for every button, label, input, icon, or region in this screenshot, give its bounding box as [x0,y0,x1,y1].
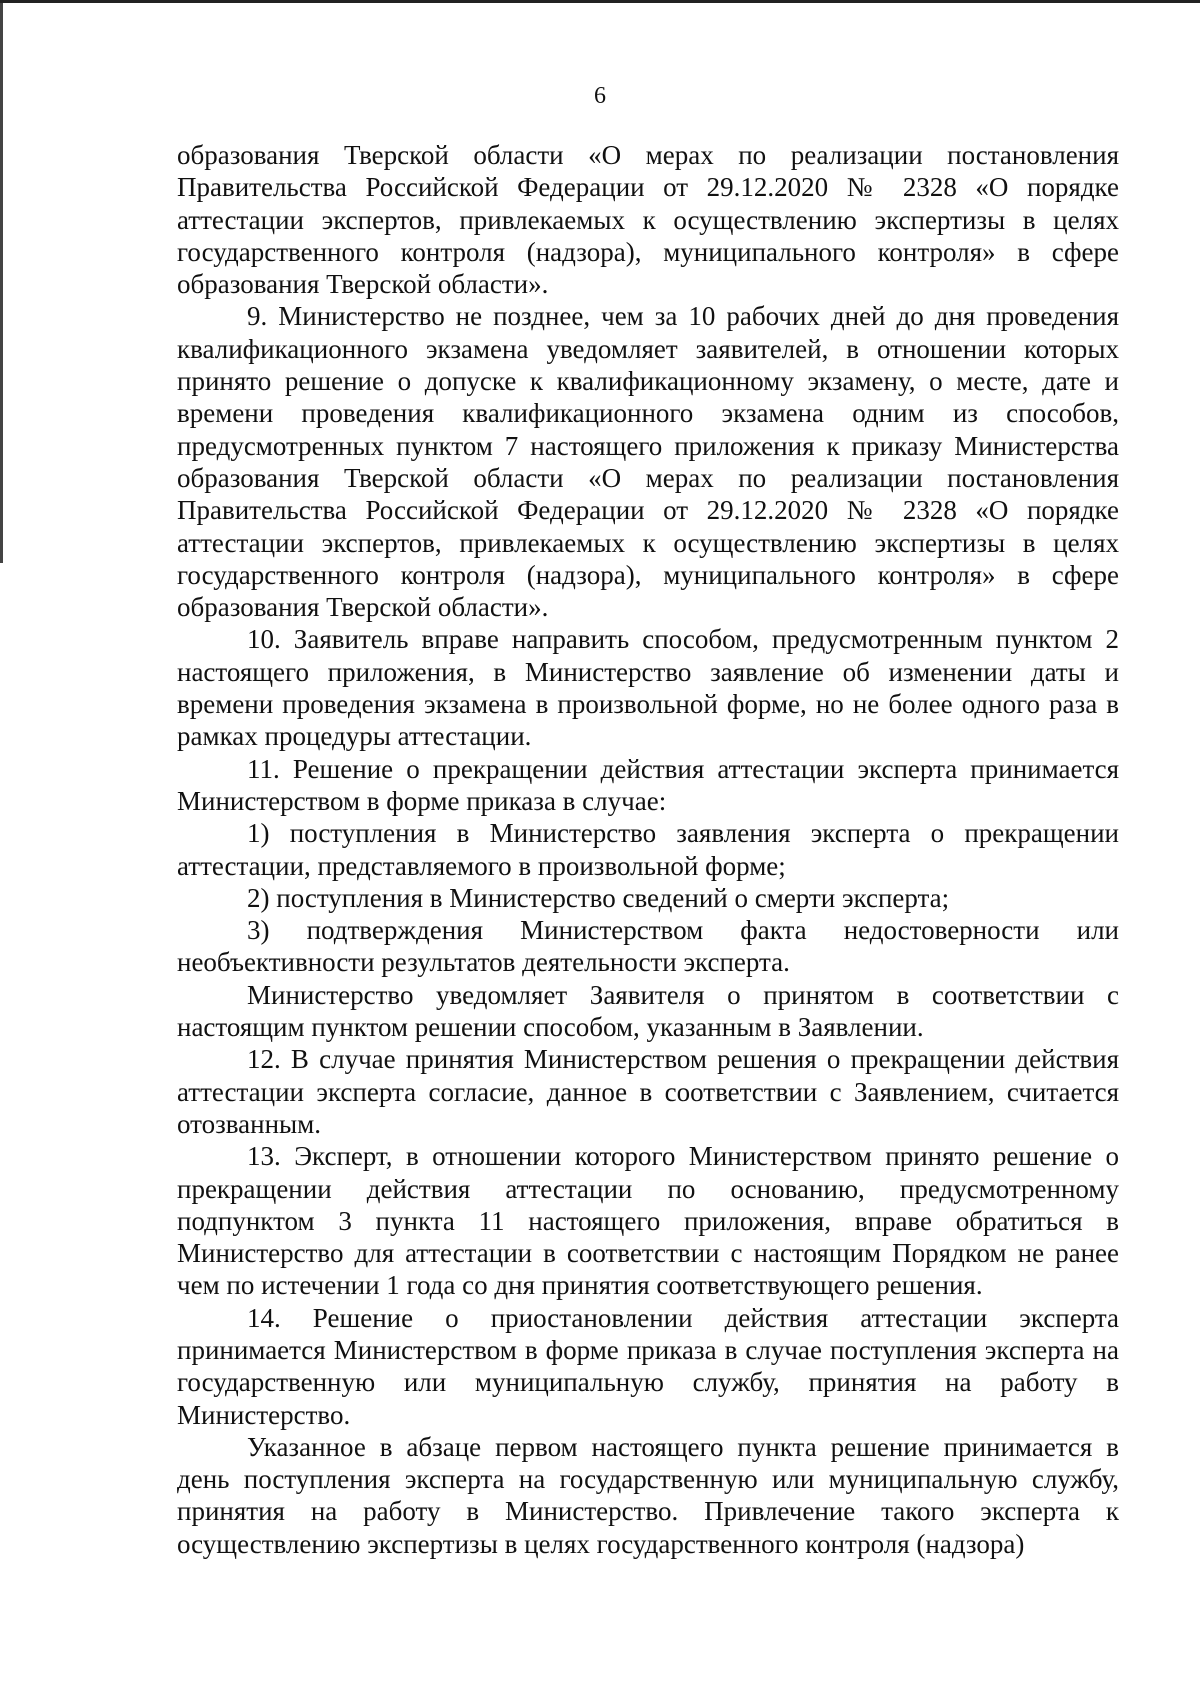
paragraph-item-13: 13. Эксперт, в отношении которого Министерством принято решение о прекращении действия аттестации по основанию, предусмотренному подпунктом 3 пункта 11 настоящего приложения, вправе обратиться в Министерство для аттестации в соответствии с настоящим Порядком не ранее чем по истечении 1 года со дня принятия соответствующего решения. [177,1141,1119,1301]
document-body [177,139,1119,1560]
subitem-11-2: 2) поступления в Министерство сведений о смерти эксперта; [247,882,950,913]
subitem-11-1: 1) поступления в Министерство заявления эксперта о прекращении аттестации, представляемого в произвольной форме; [177,818,1119,881]
paragraph-item-14: 14. Решение о приостановлении действия аттестации эксперта принимается Министерством в форме приказа в случае поступления эксперта на государственную или муниципальную службу, принятия на работу в Министерство. [177,1302,1119,1430]
paragraph-continuation: образования Тверской области «О мерах по реализации постановления Правительства Российской Федерации от 29.12.2020 № 2328 «О порядке аттестации экспертов, привлекаемых к осуществлению экспертизы в целях государственного контроля (надзора), муниципального контроля» в сфере образования Тверской области». [177,140,1119,300]
paragraph-item-10: 10. Заявитель вправе направить способом, предусмотренным пунктом 2 настоящего приложения, в Министерство заявление об изменении даты и времени проведения экзамена в произвольной форме, но не более одного раза в рамках процедуры аттестации. [177,624,1119,752]
paragraph-item-14-second: Указанное в абзаце первом настоящего пункта решение принимается в день поступления эксперта на государственную или муниципальную службу, принятия на работу в Министерство. Привлечение такого эксперта к осуществлению экспертизы в целях государственного контроля (надзора) [177,1431,1119,1559]
paragraph-notification: Министерство уведомляет Заявителя о принятом в соответствии с настоящим пунктом решении способом, указанным в Заявлении. [177,979,1119,1043]
paragraph-item-11: 11. Решение о прекращении действия аттестации эксперта принимается Министерством в форме приказа в случае: [177,753,1119,816]
paragraph-item-9: 9. Министерство не позднее, чем за 10 рабочих дней до дня проведения квалификационного экзамена уведомляет заявителей, в отношении которых принято решение о допуске к квалификационному экзамену, о месте, дате и времени проведения квалификационного экзамена одним из способов, предусмотренных пунктом 7 настоящего приложения к приказу Министерства образования Тверской области «О мерах по реализации постановления Правительства Российской Федерации от 29.12.2020 № 2328 «О порядке аттестации экспертов, привлекаемых к осуществлению экспертизы в целях государственного контроля (надзора), муниципального контроля» в сфере образования Тверской области». [177,301,1119,623]
page-number: 6 [594,83,606,109]
paragraph-item-12: 12. В случае принятия Министерством решения о прекращении действия аттестации эксперта согласие, данное в соответствии с Заявлением, считается отозванным. [177,1044,1119,1139]
subitem-11-3: 3) подтверждения Министерством факта недостоверности или необъективности результатов деятельности эксперта. [177,915,1119,978]
